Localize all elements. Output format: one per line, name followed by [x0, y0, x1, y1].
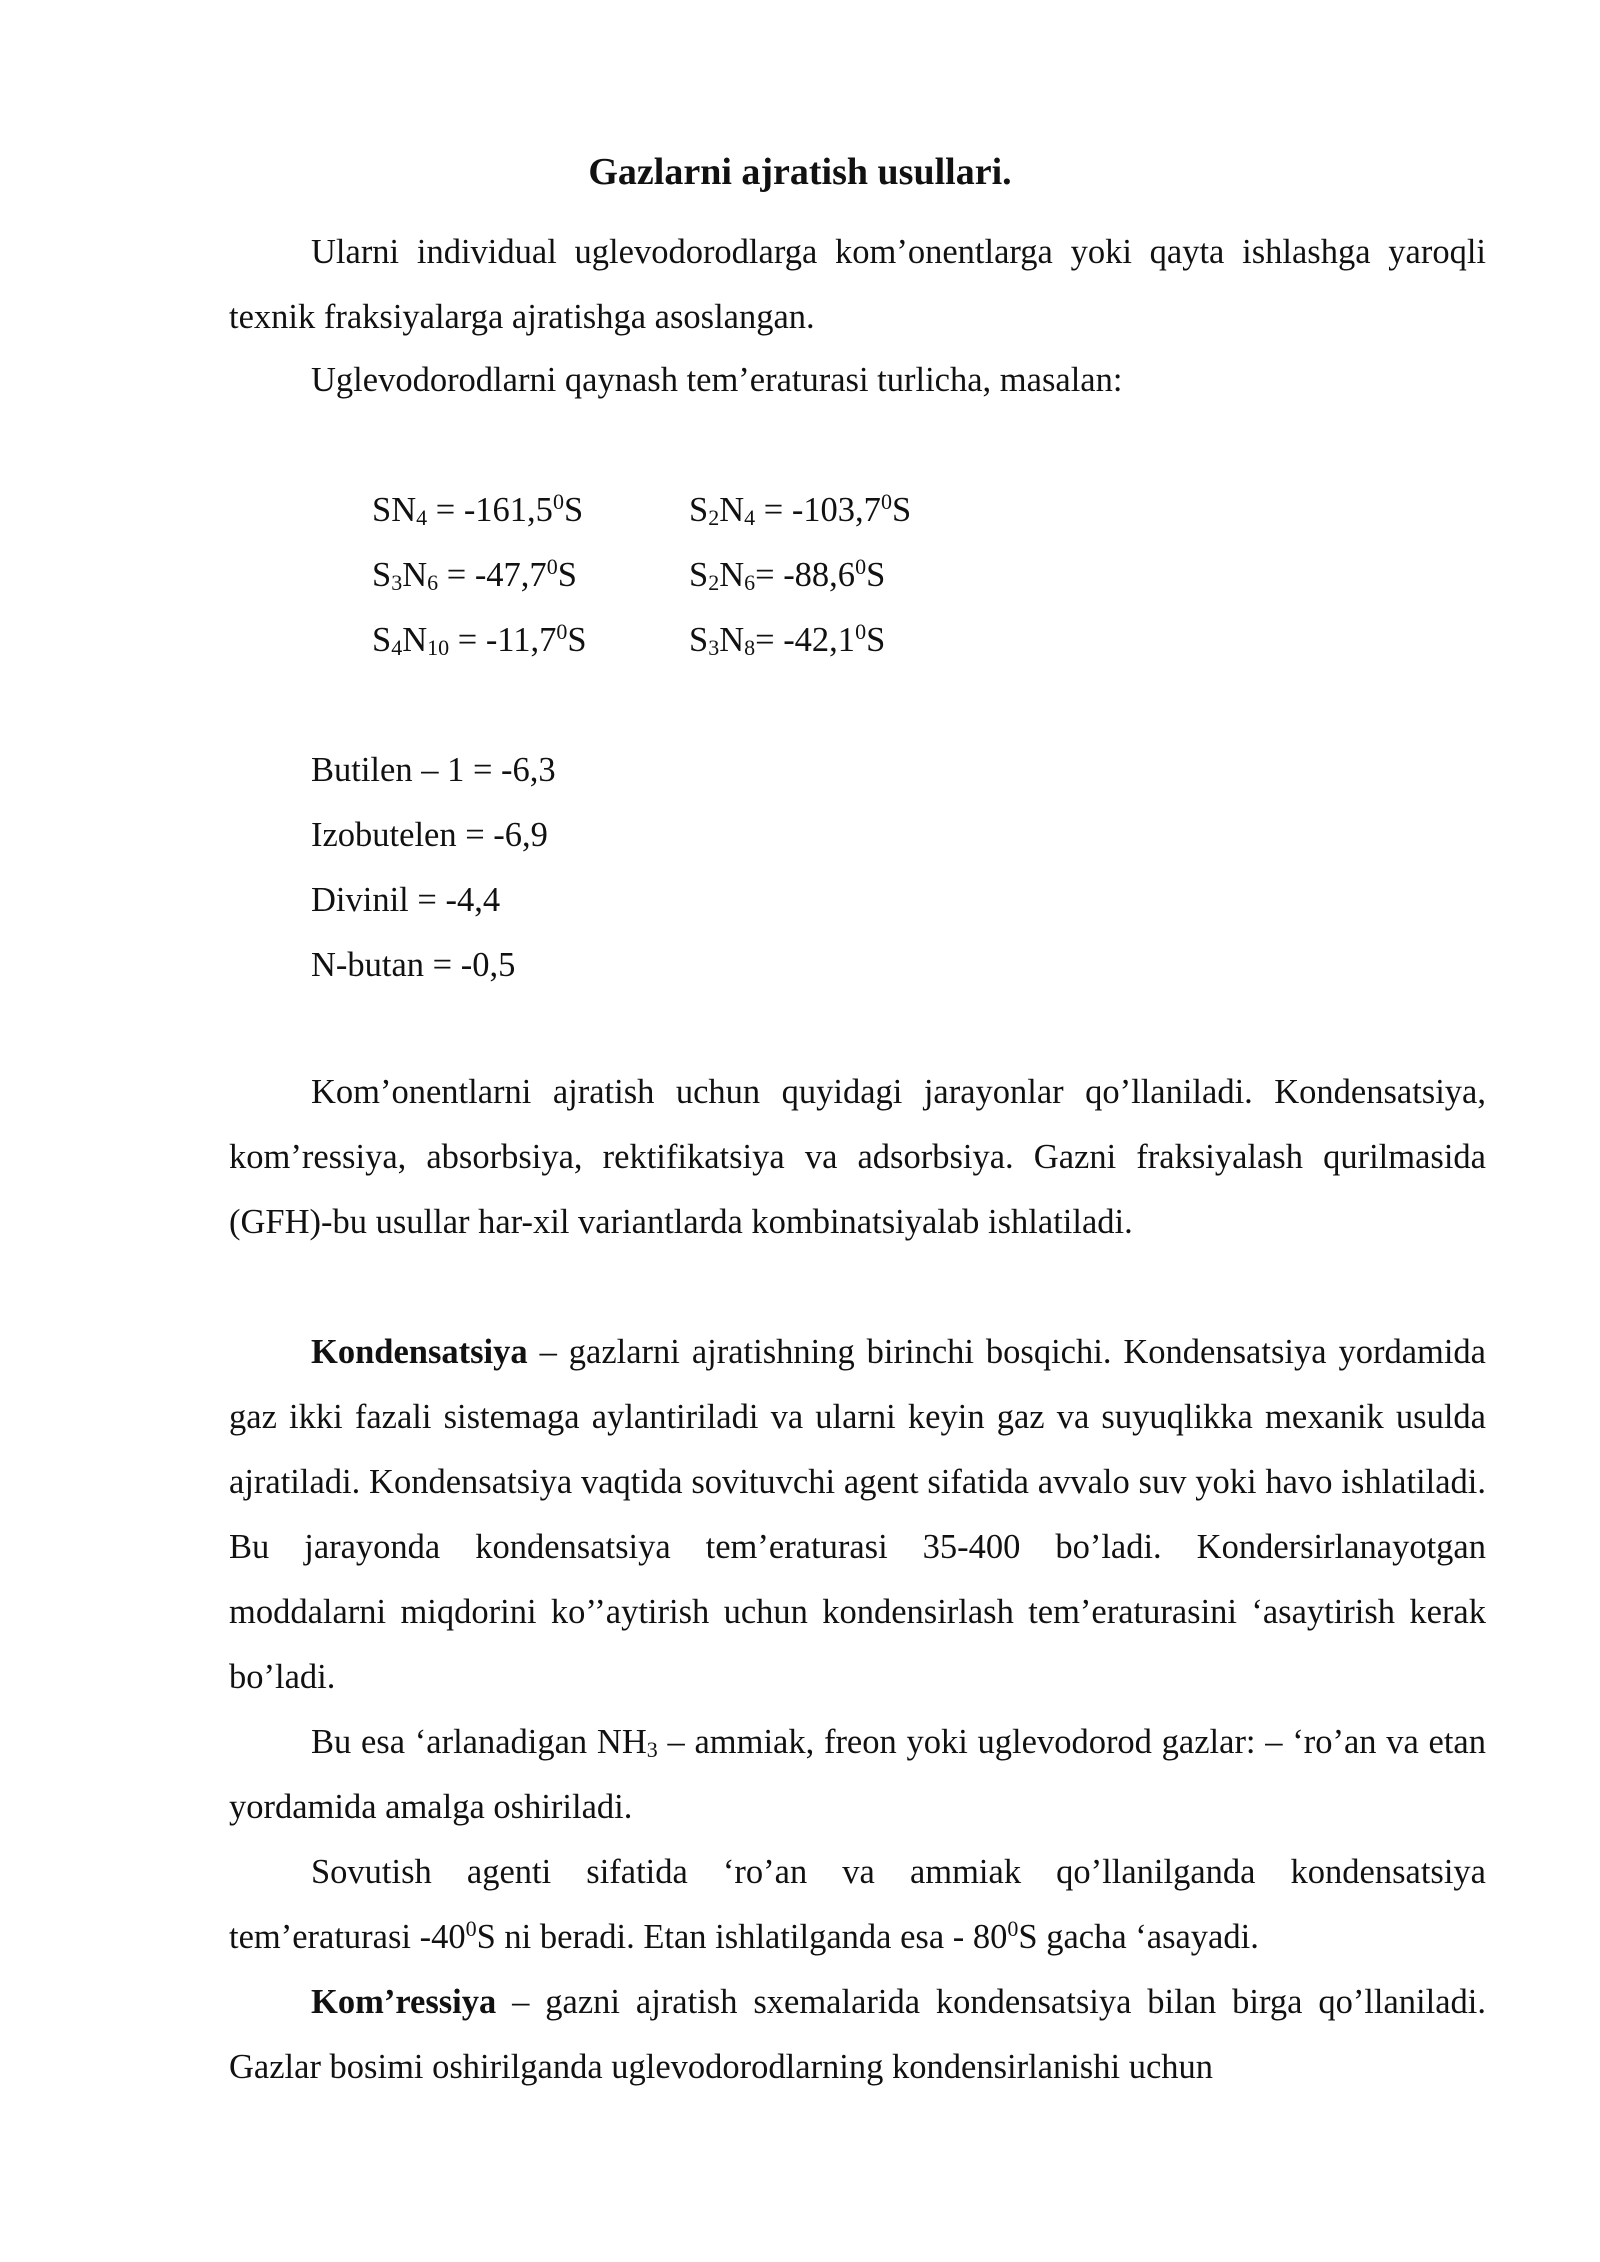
- formula-c3h6: $S_3N_6 = -47,7^0S$: [372, 554, 577, 595]
- ammonia-paragraph: Bu esa ‘arlanadigan $NH_3$ – ammiak, freon yoki uglevodorod gazlar: – ‘ro’an va etan yordamida amalga oshiriladi.: [229, 1723, 1486, 1826]
- compression-paragraph: Kom’ressiya – gazni ajratish sxemalarida kondensatsiya bilan birga qo’llaniladi. Gazlar bosimi oshirilganda uglevodorodlarning kondensirlanishi uchun: [229, 1983, 1486, 2086]
- cooling-agent-paragraph: Sovutish agenti sifatida ‘ro’an va ammiak qo’llanilganda kondensatsiya tem’eraturasi $-40^0S$ ni beradi. Etan ishlatilganda esa - $80^0S$ gacha ‘asayadi.: [229, 1853, 1486, 1956]
- compound-izobutelen: Izobutelen = -6,9: [311, 816, 548, 854]
- compression-term: Kom’ressiya: [311, 1983, 497, 2021]
- page-title: Gazlarni ajratish usullari.: [588, 151, 1012, 193]
- intro-paragraph: Ularni individual uglevodorodlarga kom’onentlarga yoki qayta ishlashga yaroqli texnik fraksiyalarga ajratishga asoslangan.: [229, 233, 1486, 336]
- formula-c4h10: $S_4N_{10} = -11,7^0S$: [372, 619, 587, 660]
- compound-n-butan: N-butan = -0,5: [311, 946, 516, 984]
- formula-c2h6: $S_2N_6= -88,6^0S$: [689, 554, 886, 595]
- compound-divinil: Divinil = -4,4: [311, 881, 501, 919]
- condensation-paragraph: Kondensatsiya – gazlarni ajratishning birinchi bosqichi. Kondensatsiya yordamida gaz ikki fazali sistemaga aylantiriladi va ularni keyin gaz va suyuqlikka mexanik usulda ajratiladi. Kondensatsiya vaqtida sovituvchi agent sifatida avvalo suv yoki havo ishlatiladi. Bu jarayonda kondensatsiya tem’eraturasi 35-400 bo’ladi. Kondersirlanayotgan moddalarni miqdorini ko’’aytirish uchun kondensirlash tem’eraturasini ‘asaytirish kerak bo’ladi.: [229, 1333, 1486, 1696]
- condensation-term: Kondensatsiya: [311, 1333, 528, 1371]
- compound-butilen: Butilen – 1 = -6,3: [311, 751, 556, 789]
- formula-c2h4: $S_2N_4 = -103,7^0S$: [689, 489, 912, 530]
- formula-ch4: $SN_4 = -161,5^0S$: [372, 489, 584, 530]
- components-paragraph: Kom’onentlarni ajratish uchun quyidagi jarayonlar qo’llaniladi. Kondensatsiya, kom’ressiya, absorbsiya, rektifikatsiya va adsorbsiya. Gazni fraksiyalash qurilmasida (GFH)-bu usullar har-xil variantlarda kombinatsiyalab ishlatiladi.: [229, 1073, 1486, 1241]
- formula-c3h8: $S_3N_8= -42,1^0S$: [689, 619, 886, 660]
- intro-paragraph-2: Uglevodorodlarni qaynash tem’eraturasi turlicha, masalan:: [311, 361, 1123, 399]
